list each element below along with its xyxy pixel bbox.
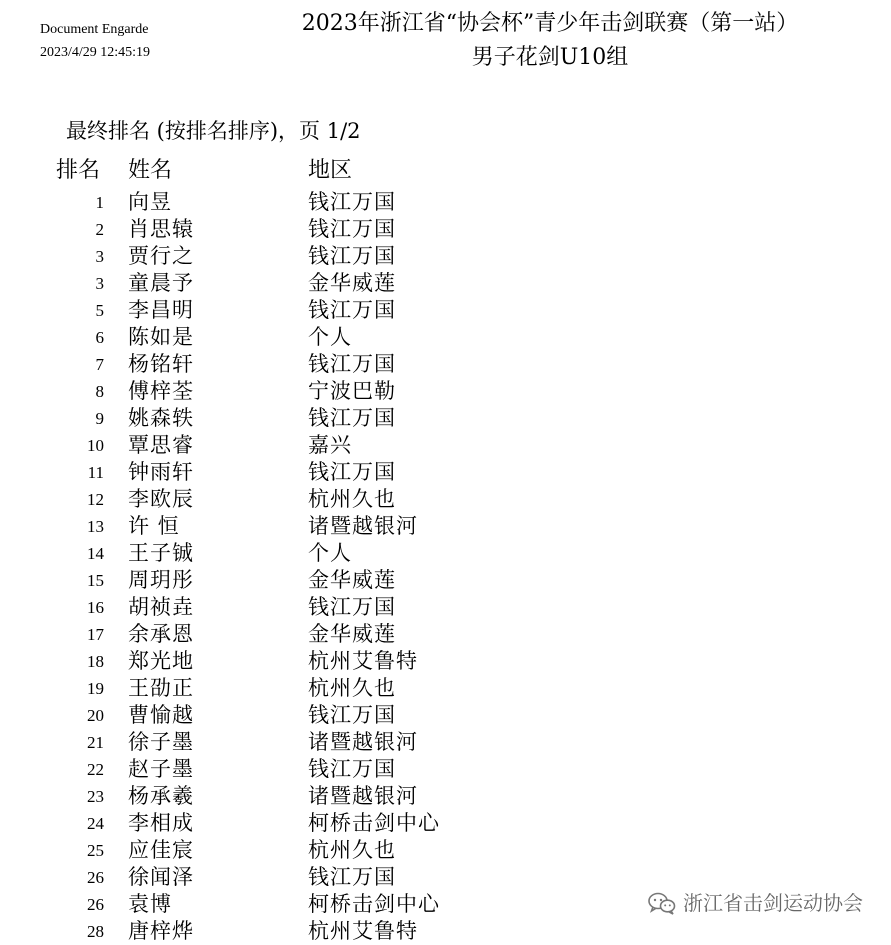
- region-cell: 诸暨越银河: [308, 730, 418, 754]
- name-cell: 袁博: [128, 892, 172, 916]
- rank-cell: 14: [87, 544, 104, 563]
- name-cell: 陈如是: [128, 325, 194, 349]
- region-cell: 个人: [308, 541, 352, 565]
- rank-cell: 7: [95, 355, 104, 374]
- table-row: [0, 675, 891, 702]
- rank-cell: 6: [95, 328, 104, 347]
- region-cell: 宁波巴勒: [308, 379, 396, 403]
- rank-cell: 23: [87, 787, 104, 806]
- region-cell: 钱江万国: [308, 703, 396, 727]
- table-row: [0, 216, 891, 243]
- region-cell: 钱江万国: [308, 190, 396, 214]
- name-cell: 王子铖: [128, 541, 194, 565]
- name-cell: 郑光地: [128, 649, 194, 673]
- name-cell: 李昌明: [128, 298, 194, 322]
- watermark-text: 浙江省击剑运动协会: [683, 891, 863, 915]
- rank-cell: 25: [87, 841, 104, 860]
- rank-cell: 13: [87, 517, 104, 536]
- region-cell: 钱江万国: [308, 406, 396, 430]
- table-row: [0, 351, 891, 378]
- table-row: [0, 702, 891, 729]
- region-cell: 钱江万国: [308, 460, 396, 484]
- rank-cell: 10: [87, 436, 104, 455]
- column-header-region: 地区: [308, 158, 353, 183]
- software-name: Document Engarde: [40, 22, 149, 37]
- table-row: [0, 540, 891, 567]
- name-cell: 傅梓荃: [128, 379, 194, 403]
- name-cell: 肖思辕: [128, 217, 194, 241]
- region-cell: 嘉兴: [308, 433, 352, 457]
- table-row: [0, 837, 891, 864]
- region-cell: 柯桥击剑中心: [308, 811, 440, 835]
- name-cell: 应佳宸: [128, 838, 194, 862]
- name-cell: 向昱: [128, 190, 172, 214]
- name-cell: 赵子墨: [128, 757, 194, 781]
- table-row: [0, 486, 891, 513]
- document-meta: [40, 18, 150, 64]
- rank-cell: 12: [87, 490, 104, 509]
- rank-cell: 3: [95, 247, 104, 266]
- region-cell: 钱江万国: [308, 217, 396, 241]
- table-row: [0, 459, 891, 486]
- watermark: [647, 888, 863, 918]
- region-cell: 钱江万国: [308, 298, 396, 322]
- rank-cell: 19: [87, 679, 104, 698]
- region-cell: 诸暨越银河: [308, 514, 418, 538]
- name-cell: 曹愉越: [128, 703, 194, 727]
- region-cell: 杭州久也: [308, 838, 396, 862]
- region-cell: 钱江万国: [308, 244, 396, 268]
- region-cell: 杭州久也: [308, 487, 396, 511]
- table-header: [0, 156, 891, 186]
- table-row: [0, 648, 891, 675]
- table-row: [0, 189, 891, 216]
- table-row: [0, 378, 891, 405]
- name-cell: 杨承羲: [128, 784, 194, 808]
- table-row: [0, 297, 891, 324]
- name-cell: 余承恩: [128, 622, 194, 646]
- region-cell: 杭州艾鲁特: [308, 919, 418, 943]
- rank-cell: 8: [95, 382, 104, 401]
- rank-cell: 20: [87, 706, 104, 725]
- table-row: [0, 621, 891, 648]
- name-cell: 许 恒: [128, 514, 180, 538]
- rank-cell: 1: [95, 193, 104, 212]
- name-cell: 姚森轶: [128, 406, 194, 430]
- region-cell: 柯桥击剑中心: [308, 892, 440, 916]
- table-row: [0, 594, 891, 621]
- table-row: [0, 405, 891, 432]
- name-cell: 徐闻泽: [128, 865, 194, 889]
- region-cell: 钱江万国: [308, 352, 396, 376]
- rank-cell: 3: [95, 274, 104, 293]
- rank-cell: 22: [87, 760, 104, 779]
- rank-cell: 11: [87, 463, 104, 482]
- column-header-rank: 排名: [56, 158, 101, 183]
- region-cell: 杭州艾鲁特: [308, 649, 418, 673]
- name-cell: 唐梓烨: [128, 919, 194, 943]
- rank-cell: 9: [95, 409, 104, 428]
- name-cell: 徐子墨: [128, 730, 194, 754]
- ranking-caption: 最终排名 (按排名排序)，页 1/2: [66, 119, 361, 143]
- rank-cell: 16: [87, 598, 104, 617]
- print-timestamp: 2023/4/29 12:45:19: [40, 45, 151, 60]
- name-cell: 李欧辰: [128, 487, 194, 511]
- table-row: [0, 783, 891, 810]
- page-subtitle: 男子花剑U10组: [471, 45, 629, 70]
- wechat-icon: [647, 891, 677, 915]
- name-cell: 杨铭轩: [128, 352, 194, 376]
- rank-cell: 5: [95, 301, 104, 320]
- table-row: [0, 756, 891, 783]
- table-row: [0, 810, 891, 837]
- rank-cell: 28: [87, 922, 104, 941]
- rank-cell: 26: [87, 895, 104, 914]
- table-row: [0, 864, 891, 891]
- region-cell: 钱江万国: [308, 757, 396, 781]
- rank-cell: 24: [87, 814, 104, 833]
- name-cell: 胡祯垚: [128, 595, 194, 619]
- table-row: [0, 324, 891, 351]
- name-cell: 童晨予: [128, 271, 194, 295]
- region-cell: 诸暨越银河: [308, 784, 418, 808]
- name-cell: 周玥彤: [128, 568, 194, 592]
- name-cell: 王劭正: [128, 676, 194, 700]
- rank-cell: 15: [87, 571, 104, 590]
- region-cell: 钱江万国: [308, 595, 396, 619]
- table-row: [0, 918, 891, 945]
- table-row: [0, 729, 891, 756]
- rank-cell: 2: [95, 220, 104, 239]
- ranking-table: [0, 189, 891, 945]
- rank-cell: 17: [87, 625, 104, 644]
- rank-cell: 21: [87, 733, 104, 752]
- page-title: 2023年浙江省“协会杯”青少年击剑联赛（第一站）: [301, 11, 799, 36]
- table-row: [0, 567, 891, 594]
- rank-cell: 26: [87, 868, 104, 887]
- region-cell: 金华威莲: [308, 568, 396, 592]
- name-cell: 李相成: [128, 811, 194, 835]
- region-cell: 钱江万国: [308, 865, 396, 889]
- name-cell: 贾行之: [128, 244, 194, 268]
- table-row: [0, 270, 891, 297]
- region-cell: 金华威莲: [308, 271, 396, 295]
- table-row: [0, 513, 891, 540]
- column-header-name: 姓名: [128, 158, 173, 183]
- region-cell: 个人: [308, 325, 352, 349]
- name-cell: 钟雨轩: [128, 460, 194, 484]
- table-row: [0, 432, 891, 459]
- region-cell: 杭州久也: [308, 676, 396, 700]
- region-cell: 金华威莲: [308, 622, 396, 646]
- rank-cell: 18: [87, 652, 104, 671]
- table-row: [0, 243, 891, 270]
- name-cell: 覃思睿: [128, 433, 194, 457]
